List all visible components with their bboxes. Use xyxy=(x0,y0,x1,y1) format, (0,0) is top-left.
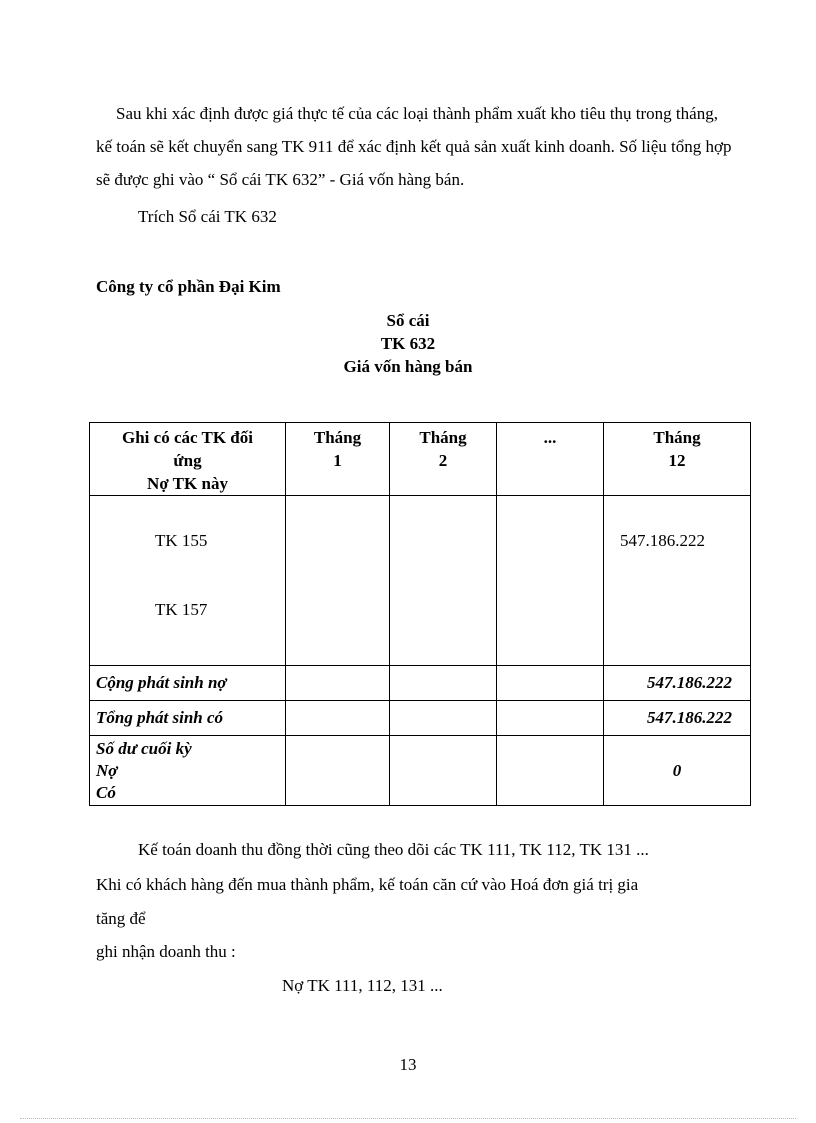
accounts-cell xyxy=(90,496,286,666)
ledger-title-line3: Giá vốn hàng bán xyxy=(343,357,473,376)
total-debit-value: 547.186.222 xyxy=(604,666,751,701)
after-line-1: Kế toán doanh thu đồng thời cũng theo dõi các TK 111, TK 112, TK 131 ... xyxy=(138,840,649,859)
cell-empty xyxy=(390,496,497,666)
ledger-table xyxy=(89,422,751,806)
ending-balance-row xyxy=(90,736,751,806)
header-account-col: Ghi có các TK đối ứng Nợ TK này xyxy=(90,423,286,496)
account-tk155: TK 155 xyxy=(155,531,208,550)
ledger-title-line2: TK 632 xyxy=(380,334,436,353)
tk155-month12-value: 547.186.222 xyxy=(620,531,705,550)
ending-balance-value: 0 xyxy=(604,736,751,806)
cell-empty xyxy=(497,496,604,666)
header-month-12: Tháng 12 xyxy=(604,423,751,496)
excerpt-label: Trích Sổ cái TK 632 xyxy=(138,207,277,226)
cell-empty xyxy=(497,701,604,736)
ending-balance-label: Số dư cuối kỳ Nợ Có xyxy=(90,736,286,806)
cell-empty xyxy=(286,701,390,736)
cell-empty xyxy=(286,666,390,701)
total-debit-label: Cộng phát sinh nợ xyxy=(90,666,286,701)
footer-divider xyxy=(20,1118,796,1119)
cell-empty xyxy=(390,666,497,701)
intro-text: Sau khi xác định được giá thực tế của các loại thành phẩm xuất kho tiêu thụ trong tháng, kế toán sẽ kết chuyển sang TK 911 để xác định kết quả sản xuất kinh doanh. Số liệu tổng hợp sẽ được ghi vào “ Sổ cái TK 632” - Giá vốn hàng bán. xyxy=(96,104,732,189)
after-line-2: Khi có khách hàng đến mua thành phẩm, kế toán căn cứ vào Hoá đơn giá trị gia xyxy=(96,875,639,894)
ledger-title-line1: Sổ cái xyxy=(386,311,430,330)
header-month-1: Tháng 1 xyxy=(286,423,390,496)
cell-empty xyxy=(286,496,390,666)
cell-empty xyxy=(286,736,390,806)
cell-empty xyxy=(390,701,497,736)
after-line-3: tăng để xyxy=(96,909,146,928)
cell-empty xyxy=(497,666,604,701)
page-number: 13 xyxy=(399,1055,417,1074)
table-header-row xyxy=(90,423,751,496)
total-credit-label: Tổng phát sinh có xyxy=(90,701,286,736)
after-line-4: ghi nhận doanh thu : xyxy=(96,942,236,961)
header-month-2: Tháng 2 xyxy=(390,423,497,496)
cell-empty xyxy=(497,736,604,806)
intro-paragraph xyxy=(96,97,736,196)
total-credit-row xyxy=(90,701,751,736)
month12-accounts-cell xyxy=(604,496,751,666)
accounts-row xyxy=(90,496,751,666)
company-name: Công ty cổ phần Đại Kim xyxy=(96,277,281,296)
header-ellipsis: ... xyxy=(497,423,604,496)
account-tk157: TK 157 xyxy=(155,600,208,619)
total-debit-row xyxy=(90,666,751,701)
total-credit-value: 547.186.222 xyxy=(604,701,751,736)
cell-empty xyxy=(390,736,497,806)
ledger-title xyxy=(0,309,816,378)
journal-entry: Nợ TK 111, 112, 131 ... xyxy=(282,976,443,995)
